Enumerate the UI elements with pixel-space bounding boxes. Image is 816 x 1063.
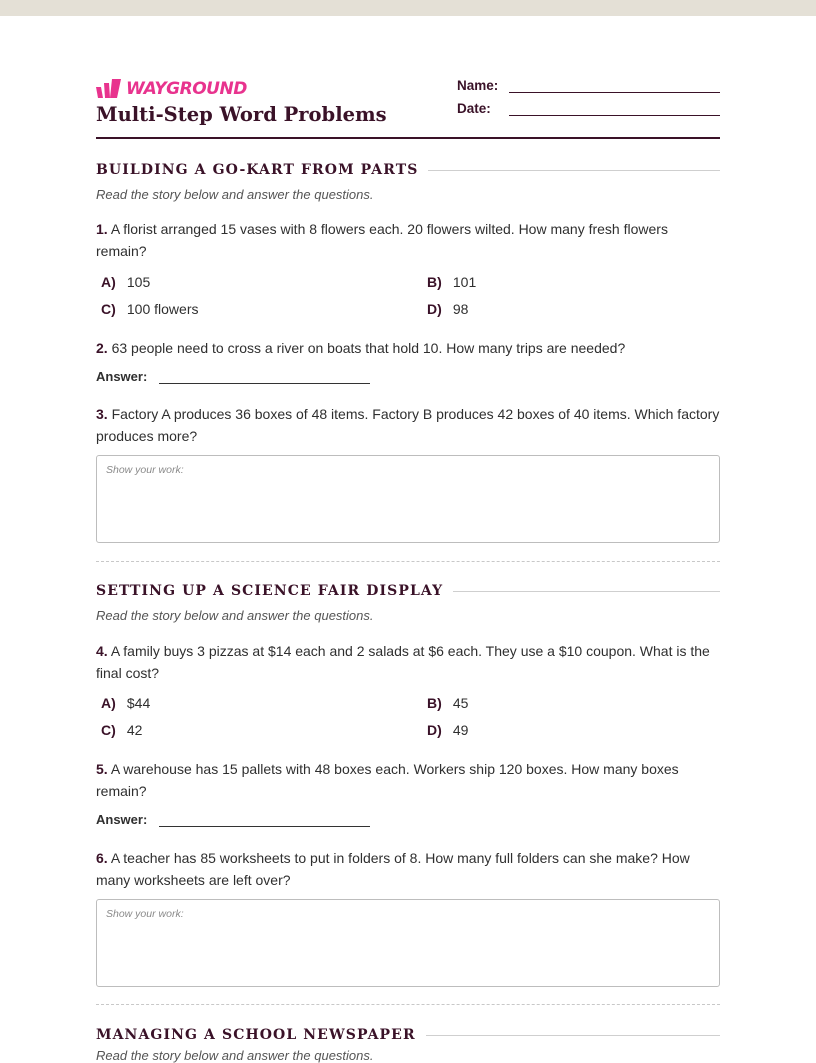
section-title: SETTING UP A SCIENCE FAIR DISPLAY bbox=[96, 583, 444, 599]
option-text: 45 bbox=[452, 695, 469, 711]
answer-line[interactable] bbox=[159, 371, 370, 384]
question-5 bbox=[96, 758, 720, 802]
section-separator bbox=[96, 561, 720, 562]
name-line[interactable] bbox=[509, 78, 720, 93]
section-title: BUILDING A GO-KART FROM PARTS bbox=[96, 162, 419, 178]
section-rule bbox=[453, 591, 720, 592]
section-heading bbox=[96, 1026, 720, 1044]
option-text: 98 bbox=[452, 301, 469, 317]
question-number: 4. bbox=[96, 643, 108, 659]
answer-label: Answer: bbox=[96, 369, 148, 384]
question-text: A teacher has 85 worksheets to put in folders of 8. How many full folders can she make? How many worksheets are left over? bbox=[96, 850, 690, 888]
work-placeholder: Show your work: bbox=[106, 464, 184, 476]
question-text: A family buys 3 pizzas at $14 each and 2 salads at $6 each. They use a $10 coupon. What is the final cost? bbox=[96, 643, 710, 681]
question-text: Factory A produces 36 boxes of 48 items. Factory B produces 42 boxes of 40 items. Which factory produces more? bbox=[96, 406, 720, 444]
option-text: $44 bbox=[126, 695, 151, 711]
date-line[interactable] bbox=[509, 101, 720, 116]
section-rule bbox=[428, 170, 720, 171]
question-text: 63 people need to cross a river on boats that hold 10. How many trips are needed? bbox=[111, 340, 626, 356]
brand-wordmark: WAYGROUND bbox=[126, 79, 247, 99]
date-label: Date: bbox=[457, 101, 491, 116]
answer-field[interactable] bbox=[96, 368, 370, 384]
option-a[interactable] bbox=[101, 274, 150, 290]
option-letter: D) bbox=[427, 722, 442, 738]
question-4 bbox=[96, 640, 720, 684]
section-instructions: Read the story below and answer the questions. bbox=[96, 1048, 374, 1063]
question-number: 5. bbox=[96, 761, 108, 777]
option-letter: D) bbox=[427, 301, 442, 317]
option-letter: B) bbox=[427, 695, 442, 711]
section-heading bbox=[96, 582, 720, 600]
question-number: 1. bbox=[96, 221, 108, 237]
page-title: Multi-Step Word Problems bbox=[96, 103, 387, 126]
question-text: A florist arranged 15 vases with 8 flowers each. 20 flowers wilted. How many fresh flowers remain? bbox=[96, 221, 668, 259]
option-b[interactable] bbox=[427, 274, 476, 290]
option-letter: B) bbox=[427, 274, 442, 290]
option-d[interactable] bbox=[427, 301, 468, 317]
question-text: A warehouse has 15 pallets with 48 boxes each. Workers ship 120 boxes. How many boxes remain? bbox=[96, 761, 679, 799]
option-letter: C) bbox=[101, 301, 116, 317]
option-c[interactable] bbox=[101, 301, 198, 317]
section-heading bbox=[96, 161, 720, 179]
wayground-logo-icon bbox=[96, 79, 122, 99]
option-letter: A) bbox=[101, 695, 116, 711]
date-field[interactable] bbox=[457, 100, 720, 116]
option-text: 42 bbox=[126, 722, 143, 738]
work-box[interactable] bbox=[96, 455, 720, 543]
question-6 bbox=[96, 847, 720, 891]
name-field[interactable] bbox=[457, 77, 720, 93]
option-text: 49 bbox=[452, 722, 469, 738]
option-text: 101 bbox=[452, 274, 477, 290]
option-text: 100 flowers bbox=[126, 301, 199, 317]
header-divider bbox=[96, 137, 720, 139]
brand-logo bbox=[96, 78, 247, 100]
option-a[interactable] bbox=[101, 695, 150, 711]
option-text: 105 bbox=[126, 274, 151, 290]
section-title: MANAGING A SCHOOL NEWSPAPER bbox=[96, 1027, 416, 1043]
option-b[interactable] bbox=[427, 695, 468, 711]
option-d[interactable] bbox=[427, 722, 468, 738]
name-label: Name: bbox=[457, 78, 499, 93]
question-2 bbox=[96, 337, 720, 359]
work-placeholder: Show your work: bbox=[106, 908, 184, 920]
answer-label: Answer: bbox=[96, 812, 148, 827]
answer-line[interactable] bbox=[159, 814, 370, 827]
work-box[interactable] bbox=[96, 899, 720, 987]
question-number: 2. bbox=[96, 340, 108, 356]
answer-field[interactable] bbox=[96, 811, 370, 827]
question-3 bbox=[96, 403, 720, 447]
top-bar bbox=[0, 0, 816, 16]
question-number: 3. bbox=[96, 406, 108, 422]
question-1 bbox=[96, 218, 720, 262]
option-letter: A) bbox=[101, 274, 116, 290]
question-number: 6. bbox=[96, 850, 108, 866]
section-instructions: Read the story below and answer the questions. bbox=[96, 187, 374, 202]
section-rule bbox=[426, 1035, 720, 1036]
section-separator bbox=[96, 1004, 720, 1005]
section-instructions: Read the story below and answer the questions. bbox=[96, 608, 374, 623]
option-c[interactable] bbox=[101, 722, 142, 738]
option-letter: C) bbox=[101, 722, 116, 738]
